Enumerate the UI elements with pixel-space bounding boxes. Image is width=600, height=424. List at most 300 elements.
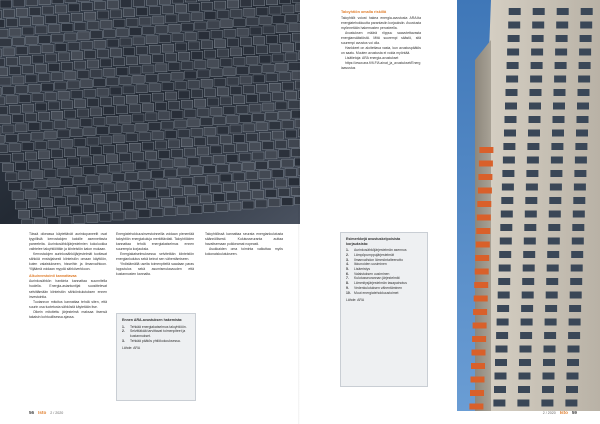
solar-cell: [159, 0, 170, 4]
folio-left: [29, 410, 63, 415]
solar-cell: [13, 37, 24, 45]
solar-cell: [201, 41, 212, 49]
solar-cell: [240, 38, 251, 46]
solar-cell: [205, 12, 216, 20]
solar-cell: [191, 51, 202, 59]
solar-cell: [0, 135, 4, 143]
solar-cell: [83, 205, 94, 213]
window: [565, 400, 577, 407]
solar-cell: [110, 10, 121, 18]
window: [524, 224, 536, 231]
window: [526, 170, 538, 177]
solar-cell: [243, 162, 254, 170]
solar-cell: [139, 56, 150, 64]
solar-cell: [120, 0, 131, 8]
solar-cell: [198, 0, 209, 1]
solar-cell: [54, 198, 65, 206]
solar-cell: [74, 61, 85, 69]
solar-cell: [48, 218, 59, 225]
balcony: [473, 309, 487, 315]
window: [525, 197, 537, 204]
solar-cell: [96, 204, 107, 212]
solar-cell: [279, 73, 290, 81]
window: [544, 332, 556, 339]
solar-cell: [0, 106, 8, 114]
solar-cell: [227, 116, 238, 124]
solar-cell: [230, 202, 241, 210]
solar-cell: [35, 103, 46, 111]
solar-cell: [168, 140, 179, 148]
solar-cell: [139, 171, 150, 179]
solar-cell: [204, 50, 215, 58]
solar-cell: [168, 178, 179, 186]
solar-cell: [169, 24, 180, 32]
window: [548, 238, 560, 245]
window: [569, 319, 581, 326]
solar-cell: [0, 58, 5, 66]
solar-cell: [77, 109, 88, 117]
solar-cell: [159, 35, 170, 43]
list-item: [122, 329, 190, 338]
solar-cell: [9, 67, 20, 75]
solar-cell: [67, 197, 78, 205]
solar-cell: [64, 110, 75, 118]
solar-cell: [42, 6, 53, 14]
solar-cell: [279, 150, 290, 158]
window: [524, 238, 536, 245]
solar-cell: [279, 0, 290, 4]
solar-cell: [285, 130, 296, 138]
solar-cell: [65, 72, 76, 80]
solar-cell: [182, 23, 193, 31]
balcony: [476, 228, 490, 234]
solar-cell: [71, 129, 82, 137]
solar-cell: [185, 110, 196, 118]
article-column-4: [341, 10, 421, 72]
solar-cell: [191, 128, 202, 136]
list-number: 3.: [346, 257, 349, 262]
solar-cell: [243, 124, 254, 132]
solar-cell: [119, 154, 130, 162]
solar-cell: [269, 160, 280, 168]
solar-cell: [123, 86, 134, 94]
window: [501, 211, 513, 218]
source-link[interactable]: https://www.ara.fi/fi-FI/Lainat_ja_avustukset/Energiaavustus: [341, 61, 421, 71]
solar-cell: [249, 143, 260, 151]
solar-cell: [276, 25, 287, 33]
window: [547, 251, 559, 258]
solar-cell: [272, 131, 283, 139]
solar-cell: [214, 40, 225, 48]
balcony: [474, 296, 488, 302]
solar-cell: [113, 96, 124, 104]
solar-cell: [132, 191, 143, 199]
solar-cell: [237, 105, 248, 113]
solar-cell: [58, 130, 69, 138]
window: [580, 22, 592, 29]
window: [504, 130, 516, 137]
solar-cell: [28, 161, 39, 169]
list-text: Lisäeristys: [354, 267, 371, 271]
solar-cell: [104, 30, 115, 38]
window: [572, 238, 584, 245]
solar-cell: [25, 113, 36, 121]
solar-cell: [240, 76, 251, 84]
list-number: 8.: [346, 281, 349, 286]
solar-cell: [230, 48, 241, 56]
window: [556, 22, 568, 29]
window: [495, 373, 507, 380]
solar-cell: [119, 192, 130, 200]
solar-cell: [246, 172, 257, 180]
solar-cell: [250, 104, 261, 112]
solar-cell: [29, 84, 40, 92]
solar-cell: [71, 90, 82, 98]
info-box-examples: [340, 232, 428, 387]
solar-cell: [71, 52, 82, 60]
solar-cell: [249, 181, 260, 189]
solar-cell: [16, 47, 27, 55]
solar-cell: [6, 173, 17, 181]
window: [555, 62, 567, 69]
solar-cell: [159, 112, 170, 120]
solar-cell: [257, 7, 268, 15]
solar-cell: [19, 95, 30, 103]
solar-cell: [116, 106, 127, 114]
window: [567, 359, 579, 366]
window: [521, 305, 533, 312]
solar-cell: [265, 189, 276, 197]
solar-cell: [126, 172, 137, 180]
solar-cell: [9, 144, 20, 152]
solar-cell: [35, 219, 46, 224]
solar-cell: [126, 211, 137, 219]
window: [505, 116, 517, 123]
list-text: Lämpöpumppujärjestelmät: [354, 252, 394, 257]
solar-cell: [101, 20, 112, 28]
solar-cell: [233, 173, 244, 181]
solar-cell: [48, 140, 59, 148]
solar-cell: [146, 0, 157, 5]
solar-cell: [113, 135, 124, 143]
window: [577, 116, 589, 123]
solar-cell: [282, 121, 293, 129]
list-number: 7.: [346, 276, 349, 281]
solar-cell: [26, 36, 37, 44]
solar-cell: [130, 28, 141, 36]
solar-cell: [286, 14, 297, 22]
solar-cell: [62, 24, 73, 32]
solar-cell: [132, 153, 143, 161]
solar-cell: [70, 206, 81, 214]
solar-cell: [174, 197, 185, 205]
info-box-title: Ennen ARA-avustuksen hakemista:: [122, 318, 183, 322]
solar-cell: [100, 59, 111, 67]
solar-cell: [262, 180, 273, 188]
solar-cell: [123, 9, 134, 17]
info-box-ara: [116, 313, 196, 401]
solar-cell: [145, 151, 156, 159]
window: [523, 251, 535, 258]
solar-cell: [107, 116, 118, 124]
solar-cell: [162, 160, 173, 168]
window: [527, 157, 539, 164]
window: [580, 35, 592, 42]
solar-cell: [127, 18, 138, 26]
article-column-3: [205, 232, 283, 257]
window: [497, 305, 509, 312]
solar-cell: [220, 97, 231, 105]
solar-cell: [175, 4, 186, 12]
solar-cell: [29, 46, 40, 54]
solar-cell: [185, 71, 196, 79]
solar-cell: [246, 133, 257, 141]
solar-cell: [12, 153, 23, 161]
solar-cell: [145, 190, 156, 198]
solar-cell: [210, 146, 221, 154]
solar-cell: [165, 169, 176, 177]
solar-cell: [204, 204, 215, 212]
solar-cell: [224, 29, 235, 37]
solar-cell: [282, 159, 293, 167]
list-text: Muut energiatehokkuustoimet: [354, 290, 399, 295]
solar-cell: [122, 202, 133, 210]
solar-cell: [22, 181, 33, 189]
solar-cell: [0, 88, 1, 96]
solar-cell: [175, 159, 186, 167]
solar-cell: [184, 187, 195, 195]
solar-cell: [269, 122, 280, 130]
balcony: [478, 188, 492, 194]
window: [573, 211, 585, 218]
solar-cell: [282, 44, 293, 52]
solar-cell: [106, 193, 117, 201]
solar-cell: [182, 62, 193, 70]
solar-cell: [220, 174, 231, 182]
apartment-building-photo: [457, 0, 600, 411]
solar-cell: [54, 159, 65, 167]
solar-cell: [195, 61, 206, 69]
solar-cell: [285, 169, 296, 177]
solar-cell: [133, 0, 144, 6]
solar-cell: [166, 15, 177, 23]
solar-cell: [107, 39, 118, 47]
balcony: [472, 336, 486, 342]
solar-cell: [94, 40, 105, 48]
solar-cell: [140, 17, 151, 25]
solar-cell: [93, 156, 104, 164]
solar-cell: [45, 54, 56, 62]
solar-cell: [74, 138, 85, 146]
solar-cell: [110, 49, 121, 57]
window: [509, 8, 521, 15]
solar-cell: [16, 8, 27, 16]
solar-cell: [279, 111, 290, 119]
solar-cell: [84, 12, 95, 20]
window: [581, 8, 593, 15]
solar-cell: [259, 171, 270, 179]
solar-cell: [276, 63, 287, 71]
solar-cell: [204, 166, 215, 174]
balcony: [479, 147, 493, 153]
window: [522, 292, 534, 299]
solar-cell: [51, 188, 62, 196]
solar-cell: [3, 86, 14, 94]
solar-cell: [269, 45, 280, 53]
solar-cell: [19, 18, 30, 26]
solar-cell: [61, 62, 72, 70]
solar-cell: [156, 64, 167, 72]
balcony: [476, 242, 490, 248]
solar-cell: [259, 132, 270, 140]
window: [529, 116, 541, 123]
solar-cell: [110, 126, 121, 134]
window: [555, 49, 567, 56]
solar-cell: [240, 153, 251, 161]
solar-cell: [139, 210, 150, 218]
solar-cell: [208, 60, 219, 68]
paragraph: Taloyhtiöt voivat hakea energia-avustusta ARA:lta energiatehokkuutta parantaviin korjauksiin. Avustusta myönnetään hakemusten perusteella.: [341, 16, 421, 31]
solar-cell: [61, 216, 72, 224]
window: [553, 103, 565, 110]
solar-cell: [155, 180, 166, 188]
window: [497, 319, 509, 326]
solar-cell: [84, 89, 95, 97]
solar-cell: [48, 179, 59, 187]
paragraph: Lisätietoja: ARA energia-avustukset: [345, 56, 399, 61]
balcony: [472, 350, 486, 356]
solar-cell: [201, 118, 212, 126]
solar-cell: [87, 60, 98, 68]
solar-cell: [19, 172, 30, 180]
list-number: 4.: [346, 262, 349, 267]
window: [500, 224, 512, 231]
solar-cell: [126, 57, 137, 65]
window: [556, 35, 568, 42]
solar-cell: [168, 101, 179, 109]
solar-cell: [227, 39, 238, 47]
solar-cell: [45, 131, 56, 139]
solar-cell: [247, 56, 258, 64]
list-text: Lämmitysjärjestelmän tasapainotus: [354, 281, 407, 286]
window: [575, 143, 587, 150]
solar-cell: [84, 128, 95, 136]
window: [570, 292, 582, 299]
solar-cell: [256, 46, 267, 54]
solar-cell: [253, 113, 264, 121]
solar-cell: [269, 199, 280, 207]
solar-cell: [107, 78, 118, 86]
solar-cell: [135, 200, 146, 208]
solar-cell: [214, 1, 225, 9]
solar-cell: [195, 22, 206, 30]
solar-cell: [217, 203, 228, 211]
window: [547, 265, 559, 272]
window: [572, 224, 584, 231]
solar-cell: [194, 99, 205, 107]
solar-cell: [55, 5, 66, 13]
solar-cell: [107, 1, 118, 9]
solar-cell: [15, 201, 26, 209]
solar-cell: [148, 199, 159, 207]
window: [502, 184, 514, 191]
solar-cell: [237, 28, 248, 36]
solar-cell: [210, 185, 221, 193]
solar-cell: [230, 87, 241, 95]
list-text: Ikkunoiden uusiminen: [354, 262, 387, 267]
section-heading: Taloyhtiön omalla riskillä: [341, 10, 387, 14]
solar-cell: [65, 33, 76, 41]
solar-cell: [57, 207, 68, 215]
window: [544, 346, 556, 353]
solar-cell: [129, 105, 140, 113]
window: [530, 89, 542, 96]
solar-cell: [181, 139, 192, 147]
solar-cell: [142, 142, 153, 150]
balcony: [479, 161, 493, 167]
solar-cell: [0, 145, 7, 153]
solar-cell: [188, 119, 199, 127]
solar-cell: [223, 145, 234, 153]
solar-cell: [136, 85, 147, 93]
solar-cell: [100, 213, 111, 221]
solar-cell: [139, 133, 150, 141]
solar-cell: [97, 50, 108, 58]
solar-cell: [55, 44, 66, 52]
solar-cell: [263, 103, 274, 111]
solar-cell: [158, 189, 169, 197]
solar-cell: [78, 0, 89, 1]
solar-cell: [13, 0, 24, 7]
solar-cell: [214, 78, 225, 86]
solar-cell: [29, 7, 40, 15]
solar-cell: [230, 164, 241, 172]
balcony: [473, 323, 487, 329]
window: [545, 319, 557, 326]
solar-cell: [165, 53, 176, 61]
solar-cell: [78, 71, 89, 79]
solar-cell: [9, 182, 20, 190]
solar-cell: [61, 101, 72, 109]
paragraph: Oikein mitoitettu järjestelmä maksaa itsensä takaisin kohtuullisessa ajassa.: [29, 309, 107, 319]
solar-cell: [100, 136, 111, 144]
solar-cell: [16, 85, 27, 93]
solar-cell: [152, 132, 163, 140]
solar-cell: [0, 97, 4, 105]
solar-cell: [162, 6, 173, 14]
solar-cell: [48, 63, 59, 71]
solar-cell: [273, 54, 284, 62]
solar-cell: [68, 81, 79, 89]
solar-cell: [110, 87, 121, 95]
solar-cell: [159, 73, 170, 81]
solar-cell: [87, 99, 98, 107]
solar-cell: [171, 149, 182, 157]
window: [546, 278, 558, 285]
solar-cell: [217, 88, 228, 96]
window: [505, 103, 517, 110]
info-box-list: [346, 248, 422, 295]
window: [576, 130, 588, 137]
list-number: 10.: [346, 290, 351, 295]
subheading: Alkuinvestointi kannattavaa: [29, 274, 77, 279]
solar-cell: [184, 148, 195, 156]
solar-cell: [197, 147, 208, 155]
solar-cell: [191, 205, 202, 213]
solar-cell: [272, 93, 283, 101]
solar-cell: [19, 56, 30, 64]
window: [566, 386, 578, 393]
